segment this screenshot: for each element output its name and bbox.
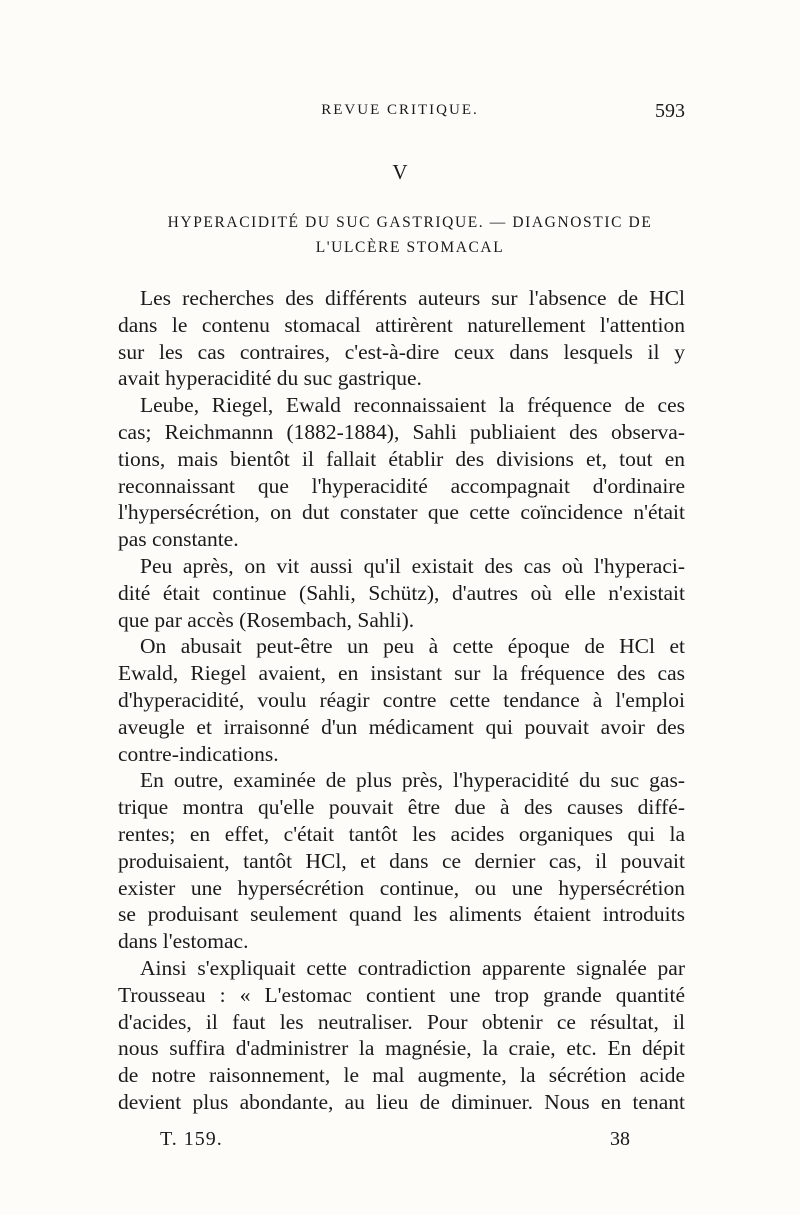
signature-mark: 38 <box>610 1128 630 1150</box>
text-line: l'hypersécrétion, on dut constater que cette coïncidence n'était <box>118 500 685 525</box>
text-line: dité était continue (Sahli, Schütz), d'autres où elle n'existait <box>118 580 685 605</box>
text-line: devient plus abondante, au lieu de diminuer. Nous en tenant <box>118 1089 685 1114</box>
section-heading-line: HYPERACIDITÉ DU SUC GASTRIQUE. — DIAGNOSTIC DE <box>167 214 653 231</box>
text-line: avait hyperacidité du suc gastrique. <box>118 366 422 391</box>
text-line: sur les cas contraires, c'est-à-dire ceux dans lesquels il y <box>118 339 685 364</box>
text-line: aveugle et irraisonné d'un médicament qui pouvait avoir des <box>118 714 685 739</box>
text-line: cas; Reichmannn (1882-1884), Sahli publiaient des observa- <box>118 419 685 444</box>
text-line: contre-indications. <box>118 741 279 766</box>
running-title: REVUE CRITIQUE. <box>321 102 479 118</box>
text-line: Leube, Riegel, Ewald reconnaissaient la fréquence de ces <box>140 393 685 418</box>
text-line: On abusait peut-être un peu à cette époque de HCl et <box>140 634 685 659</box>
text-line: Peu après, on vit aussi qu'il existait des cas où l'hyperaci- <box>140 553 685 578</box>
body-text <box>118 285 685 1116</box>
page-footer <box>160 1128 630 1156</box>
page-number: 593 <box>655 100 685 122</box>
section-numeral: V <box>392 160 408 184</box>
text-line: exister une hypersécrétion continue, ou une hypersécrétion <box>118 875 685 900</box>
text-line: dans l'estomac. <box>118 929 249 954</box>
text-line: Les recherches des différents auteurs sur l'absence de HCl <box>140 286 685 310</box>
volume-label: T. 159. <box>160 1128 223 1150</box>
text-line: produisaient, tantôt HCl, et dans ce dernier cas, il pouvait <box>118 848 685 873</box>
text-line: rentes; en effet, c'était tantôt les acides organiques qui la <box>118 821 685 846</box>
section-heading-line: L'ULCÈRE STOMACAL <box>315 239 505 256</box>
text-line: tions, mais bientôt il fallait établir des divisions et, tout en <box>118 446 685 471</box>
text-line: Trousseau : « L'estomac contient une trop grande quantité <box>118 982 685 1007</box>
text-line: trique montra qu'elle pouvait être due à des causes diffé- <box>118 795 685 820</box>
text-line: En outre, examinée de plus près, l'hyperacidité du suc gas- <box>140 768 685 793</box>
text-line: Ewald, Riegel avaient, en insistant sur la fréquence des cas <box>118 661 685 686</box>
running-head <box>115 100 685 124</box>
text-line: se produisant seulement quand les aliments étaient introduits <box>118 902 685 927</box>
text-line: pas constante. <box>118 527 239 552</box>
text-line: dans le contenu stomacal attirèrent naturellement l'attention <box>118 312 685 337</box>
text-line: Ainsi s'expliquait cette contradiction apparente signalée par <box>140 955 685 980</box>
text-line: que par accès (Rosembach, Sahli). <box>118 607 415 632</box>
text-line: d'acides, il faut les neutraliser. Pour obtenir ce résultat, il <box>118 1009 685 1034</box>
section-heading <box>140 210 680 260</box>
text-line: reconnaissant que l'hyperacidité accompagnait d'ordinaire <box>118 473 685 498</box>
text-line: d'hyperacidité, voulu réagir contre cette tendance à l'emploi <box>118 687 685 712</box>
text-line: de notre raisonnement, le mal augmente, la sécrétion acide <box>118 1063 685 1088</box>
text-line: nous suffira d'administrer la magnésie, la craie, etc. En dépit <box>118 1036 685 1061</box>
